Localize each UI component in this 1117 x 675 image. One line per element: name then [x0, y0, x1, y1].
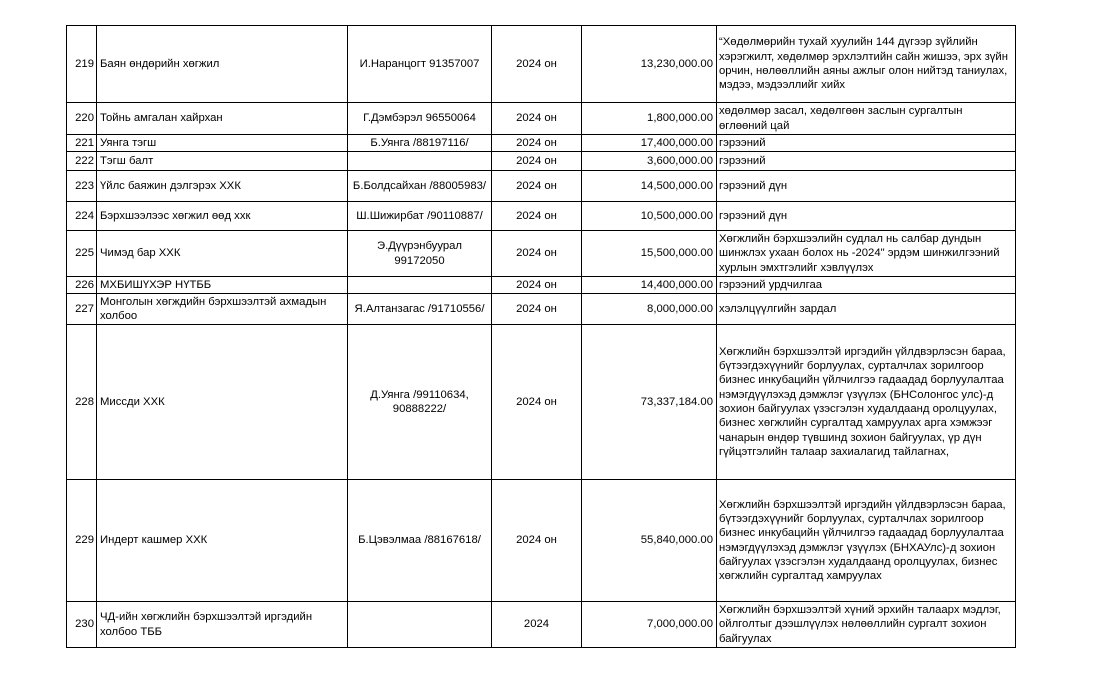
- row-number: 230: [67, 602, 97, 648]
- row-number: 221: [67, 135, 97, 152]
- table-row: [67, 202, 1016, 231]
- year-cell: 2024 он: [492, 480, 582, 602]
- description-cell: гэрээний урдчилгаа: [717, 277, 1016, 294]
- row-number: 229: [67, 480, 97, 602]
- row-number: 228: [67, 325, 97, 480]
- organization-name: Тойнь амгалан хайрхан: [97, 103, 348, 135]
- contact-person: [348, 277, 492, 294]
- organization-name: Чимэд бар ХХК: [97, 231, 348, 277]
- contact-person: Б.Болдсайхан /88005983/: [348, 171, 492, 202]
- contact-person: Г.Дэмбэрэл 96550064: [348, 103, 492, 135]
- amount-cell: 55,840,000.00: [582, 480, 717, 602]
- row-number: 226: [67, 277, 97, 294]
- amount-cell: 73,337,184.00: [582, 325, 717, 480]
- description-cell: Хөгжлийн бэрхшээлийн судлал нь салбар дундын шинжлэх ухаан болох нь -2024" эрдэм шинжилгээний хурлын эмхтгэлийг хэвлүүлэх: [717, 231, 1016, 277]
- contact-person: И.Наранцогт 91357007: [348, 26, 492, 103]
- organization-name: Индерт кашмер ХХК: [97, 480, 348, 602]
- year-cell: 2024 он: [492, 294, 582, 325]
- contact-person: [348, 602, 492, 648]
- year-cell: 2024 он: [492, 26, 582, 103]
- table-row: [67, 325, 1016, 480]
- organization-name: Уянга тэгш: [97, 135, 348, 152]
- organization-name: Үйлс баяжин дэлгэрэх ХХК: [97, 171, 348, 202]
- amount-cell: 3,600,000.00: [582, 152, 717, 171]
- amount-cell: 17,400,000.00: [582, 135, 717, 152]
- table-row: [67, 26, 1016, 103]
- year-cell: 2024 он: [492, 202, 582, 231]
- row-number: 224: [67, 202, 97, 231]
- year-cell: 2024 он: [492, 103, 582, 135]
- table-row: [67, 135, 1016, 152]
- table-row: [67, 294, 1016, 325]
- year-cell: 2024 он: [492, 171, 582, 202]
- row-number: 225: [67, 231, 97, 277]
- description-cell: Хөгжлийн бэрхшээлтэй хүний эрхийн талаарх мэдлэг, ойлголтыг дээшлүүлэх нөлөөллийн сургалт зохион байгуулах: [717, 602, 1016, 648]
- contact-person: Д.Уянга /99110634, 90888222/: [348, 325, 492, 480]
- organization-name: Тэгш балт: [97, 152, 348, 171]
- amount-cell: 1,800,000.00: [582, 103, 717, 135]
- organization-name: МХБИШҮХЭР НҮТББ: [97, 277, 348, 294]
- amount-cell: 10,500,000.00: [582, 202, 717, 231]
- grants-table: [66, 25, 1016, 648]
- contact-person: [348, 152, 492, 171]
- row-number: 219: [67, 26, 97, 103]
- year-cell: 2024: [492, 602, 582, 648]
- organization-name: Монголын хөгждийн бэрхшээлтэй ахмадын холбоо: [97, 294, 348, 325]
- row-number: 220: [67, 103, 97, 135]
- year-cell: 2024 он: [492, 277, 582, 294]
- table-row: [67, 277, 1016, 294]
- table-row: [67, 152, 1016, 171]
- contact-person: Я.Алтанзагас /91710556/: [348, 294, 492, 325]
- table-row: [67, 602, 1016, 648]
- year-cell: 2024 он: [492, 325, 582, 480]
- organization-name: Миссди ХХК: [97, 325, 348, 480]
- description-cell: “Хөдөлмөрийн тухай хуулийн 144 дүгээр зүйлийн хэрэгжилт, хөдөлмөр эрхлэлтийн сайн жишээ, эрх зүйн орчин, нөлөөллийн аяны ажлыг олон нийтэд таниулах, мэдээ, мэдээллийг хийх: [717, 26, 1016, 103]
- organization-name: ЧД-ийн хөгжлийн бэрхшээлтэй иргэдийн холбоо ТББ: [97, 602, 348, 648]
- contact-person: Б.Уянга /88197116/: [348, 135, 492, 152]
- year-cell: 2024 он: [492, 135, 582, 152]
- description-cell: хэлэлцүүлгийн зардал: [717, 294, 1016, 325]
- description-cell: Хөгжлийн бэрхшээлтэй иргэдийн үйлдвэрлэсэн бараа, бүтээгдэхүүнийг борлуулах, сурталчлах зорилгоор бизнес инкубацийн үйлчилгээ гадаадад борлуулалтаа нэмэгдүүлэхэд дэмжлэг үзүүлэх (БНСолонгос улс)-д зохион байгуулах үзэсгэлэн худалдаанд оролцуулах, бизнес хөгжлийн сургалтад хамруулах арга хэмжээг чанарын өндөр түвшинд зохион байгуулах, үр дүн гүйцэтгэлийн талаар захиалагид тайлагнах,: [717, 325, 1016, 480]
- year-cell: 2024 он: [492, 152, 582, 171]
- amount-cell: 8,000,000.00: [582, 294, 717, 325]
- description-cell: гэрээний дүн: [717, 202, 1016, 231]
- year-cell: 2024 он: [492, 231, 582, 277]
- table-row: [67, 231, 1016, 277]
- description-cell: хөдөлмөр засал, хөдөлгөөн заслын сургалтын өглөөний цай: [717, 103, 1016, 135]
- description-cell: гэрээний дүн: [717, 171, 1016, 202]
- table-row: [67, 103, 1016, 135]
- contact-person: Э.Дүүрэнбуурал 99172050: [348, 231, 492, 277]
- row-number: 222: [67, 152, 97, 171]
- description-cell: гэрээний: [717, 135, 1016, 152]
- contact-person: Ш.Шижирбат /90110887/: [348, 202, 492, 231]
- description-cell: гэрээний: [717, 152, 1016, 171]
- table-row: [67, 480, 1016, 602]
- organization-name: Баян өндөрийн хөгжил: [97, 26, 348, 103]
- description-cell: Хөгжлийн бэрхшээлтэй иргэдийн үйлдвэрлэсэн бараа, бүтээгдэхүүнийг борлуулах, сурталчлах зорилгоор бизнес инкубацийн үйлчилгээ гадаадад борлуулалтаа нэмэгдүүлэхэд дэмжлэг үзүүлэх (БНХАУлс)-д зохион байгуулах үзэсгэлэн худалдаанд оролцуулах, бизнес хөгжлийн сургалтад хамруулах: [717, 480, 1016, 602]
- organization-name: Бэрхшээлээс хөгжил өөд ххк: [97, 202, 348, 231]
- row-number: 223: [67, 171, 97, 202]
- amount-cell: 14,500,000.00: [582, 171, 717, 202]
- amount-cell: 15,500,000.00: [582, 231, 717, 277]
- amount-cell: 14,400,000.00: [582, 277, 717, 294]
- row-number: 227: [67, 294, 97, 325]
- amount-cell: 7,000,000.00: [582, 602, 717, 648]
- table-row: [67, 171, 1016, 202]
- amount-cell: 13,230,000.00: [582, 26, 717, 103]
- contact-person: Б.Цэвэлмаа /88167618/: [348, 480, 492, 602]
